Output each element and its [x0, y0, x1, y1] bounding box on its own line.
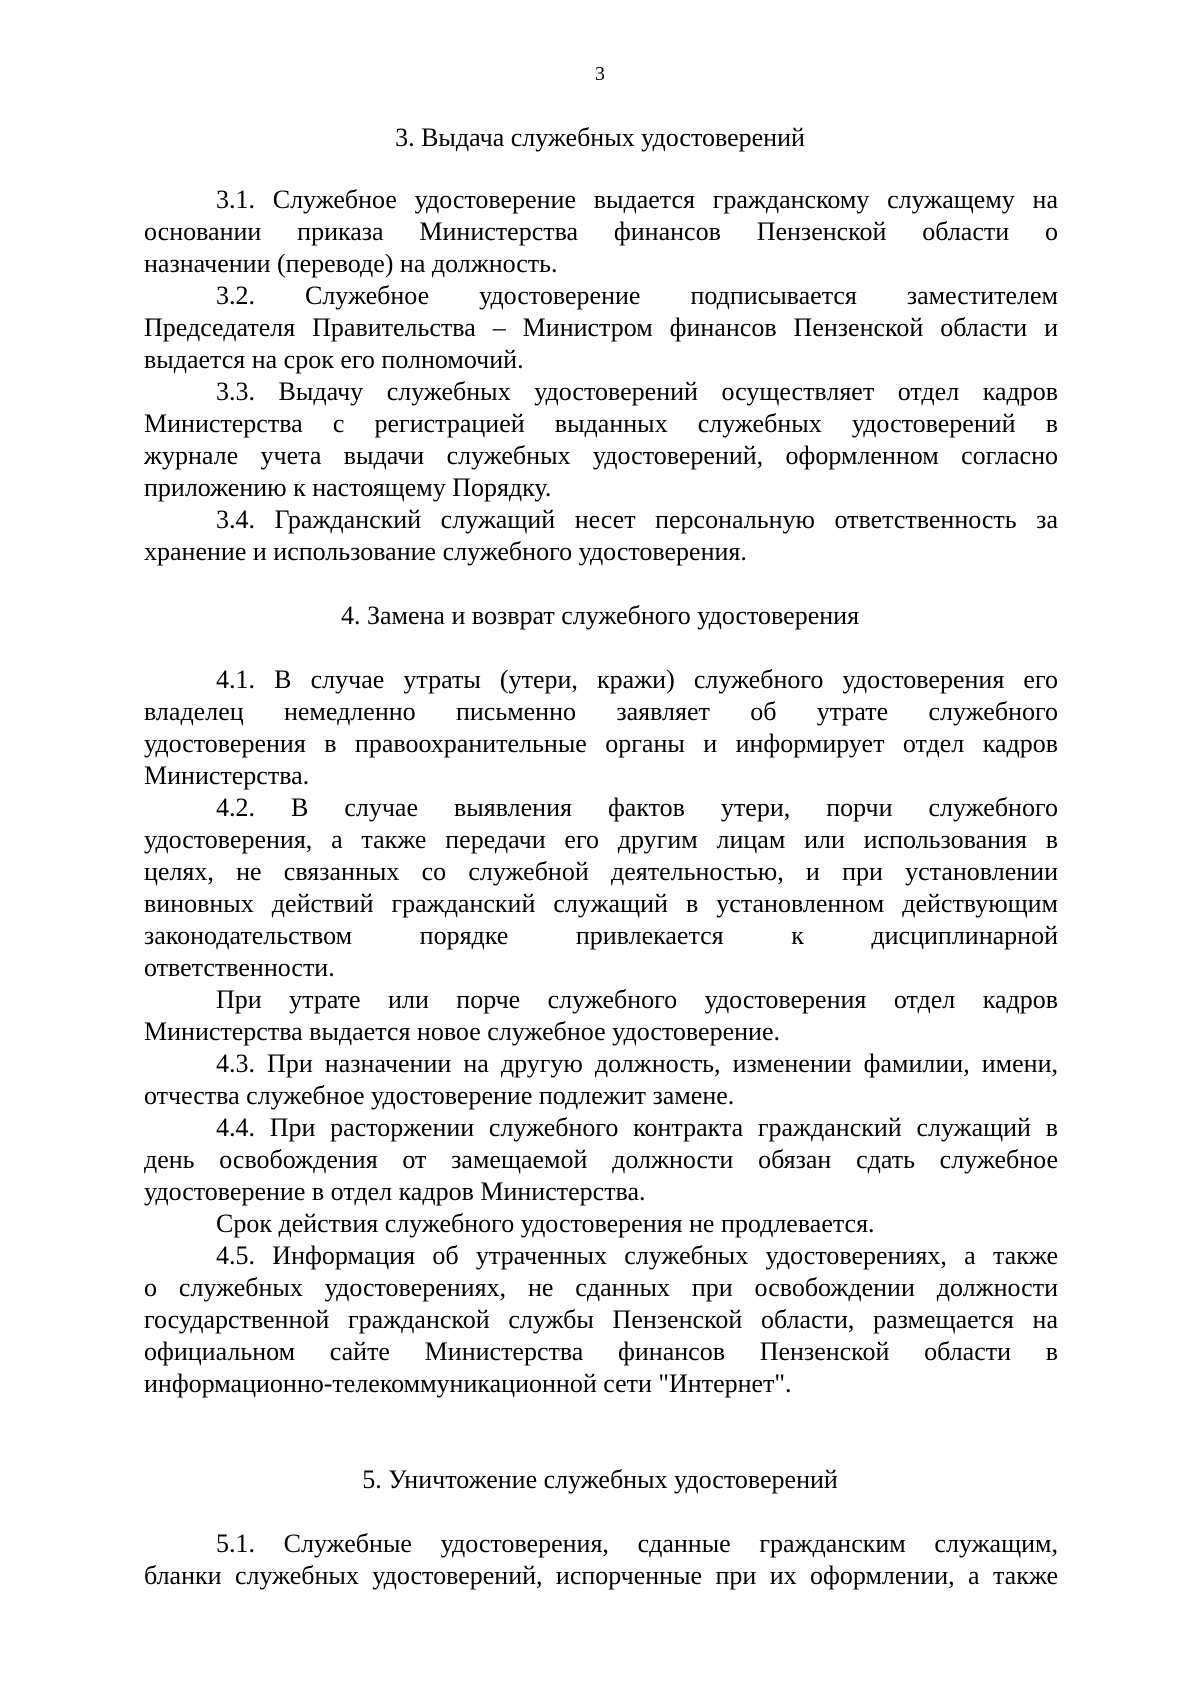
text-line: хранение и использование служебного удостоверения.	[144, 537, 747, 566]
text-line: 3.1. Служебное удостоверение выдается гражданскому служащему на	[216, 185, 1058, 214]
paragraph-4-2	[144, 792, 1058, 984]
text-line: владелец немедленно письменно заявляет об утрате служебного	[144, 697, 1058, 726]
paragraph-5-1	[144, 1528, 1058, 1592]
section-heading-3: 3. Выдача служебных удостоверений	[395, 123, 805, 152]
text-line: виновных действий гражданский служащий в установленном действующим	[144, 889, 1058, 918]
text-line: 3.2. Служебное удостоверение подписывается заместителем	[216, 281, 1058, 310]
text-line: день освобождения от замещаемой должности обязан сдать служебное	[144, 1145, 1058, 1174]
paragraph-4-1	[144, 664, 1058, 792]
text-line: 5.1. Служебные удостоверения, сданные гражданским служащим,	[216, 1529, 1058, 1558]
text-line: основании приказа Министерства финансов Пензенской области о	[144, 217, 1058, 246]
text-line: Министерства с регистрацией выданных служебных удостоверений в	[144, 409, 1058, 438]
section-heading-4: 4. Замена и возврат служебного удостоверения	[340, 601, 860, 630]
paragraph-4-4	[144, 1112, 1058, 1208]
text-line: 4.1. В случае утраты (утери, кражи) служебного удостоверения его	[216, 665, 1058, 694]
text-line: 4.4. При расторжении служебного контракта гражданский служащий в	[216, 1113, 1058, 1142]
paragraph-3-2	[144, 280, 1058, 376]
text-line: о служебных удостоверениях, не сданных при освобождении должности	[144, 1273, 1058, 1302]
text-line: информационно-телекоммуникационной сети "Интернет".	[144, 1369, 792, 1398]
text-line: удостоверение в отдел кадров Министерства.	[144, 1177, 646, 1206]
text-line: отчества служебное удостоверение подлежит замене.	[144, 1081, 735, 1110]
paragraph-4-4-b	[144, 1208, 1058, 1240]
text-line: приложению к настоящему Порядку.	[144, 473, 552, 502]
text-line: 4.5. Информация об утраченных служебных удостоверениях, а также	[216, 1241, 1058, 1270]
text-line: законодательством порядке привлекается к дисциплинарной	[144, 921, 1058, 950]
section-heading-5: 5. Уничтожение служебных удостоверений	[362, 1465, 838, 1494]
text-line: Срок действия служебного удостоверения не продлевается.	[216, 1209, 875, 1238]
text-line: 4.2. В случае выявления фактов утери, порчи служебного	[216, 793, 1058, 822]
text-line: целях, не связанных со служебной деятельностью, и при установлении	[144, 857, 1058, 886]
text-line: официальном сайте Министерства финансов Пензенской области в	[144, 1337, 1058, 1366]
text-line: удостоверения, а также передачи его другим лицам или использования в	[144, 825, 1058, 854]
text-line: Министерства.	[144, 761, 310, 790]
text-line: 3.3. Выдачу служебных удостоверений осуществляет отдел кадров	[216, 377, 1058, 406]
text-line: ответственности.	[144, 953, 335, 982]
text-line: назначении (переводе) на должность.	[144, 249, 558, 278]
text-line: 3.4. Гражданский служащий несет персональную ответственность за	[216, 505, 1058, 534]
text-line: бланки служебных удостоверений, испорченные при их оформлении, а также	[144, 1561, 1058, 1590]
paragraph-4-2-b	[144, 984, 1058, 1048]
text-line: 4.3. При назначении на другую должность, изменении фамилии, имени,	[216, 1049, 1058, 1078]
paragraph-4-5	[144, 1240, 1058, 1400]
text-line: удостоверения в правоохранительные органы и информирует отдел кадров	[144, 729, 1058, 758]
text-line: выдается на срок его полномочий.	[144, 345, 524, 374]
paragraph-3-1	[144, 184, 1058, 280]
text-line: Министерства выдается новое служебное удостоверение.	[144, 1017, 780, 1046]
text-line: государственной гражданской службы Пензенской области, размещается на	[144, 1305, 1058, 1334]
page-number: 3	[595, 63, 605, 85]
text-line: журнале учета выдачи служебных удостоверений, оформленном согласно	[144, 441, 1058, 470]
text-line: Председателя Правительства – Министром финансов Пензенской области и	[144, 313, 1058, 342]
paragraph-3-4	[144, 504, 1058, 568]
text-line: При утрате или порче служебного удостоверения отдел кадров	[216, 985, 1058, 1014]
paragraph-3-3	[144, 376, 1058, 504]
paragraph-4-3	[144, 1048, 1058, 1112]
